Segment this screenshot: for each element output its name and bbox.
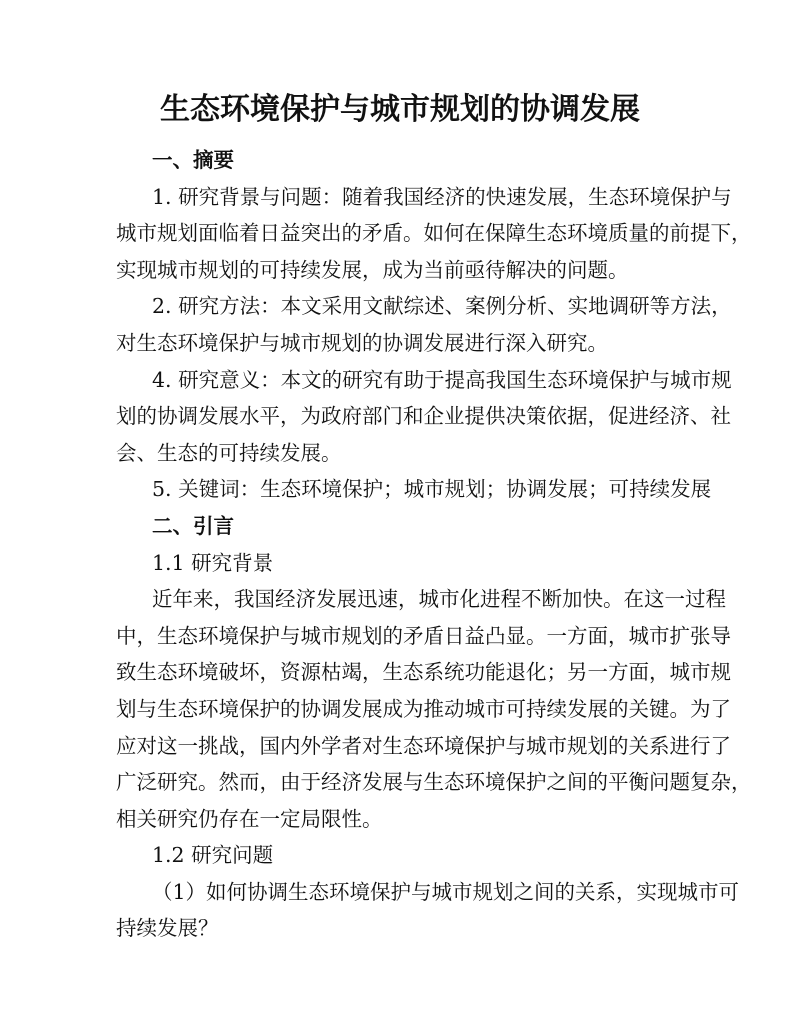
text-line: （1）如何协调生态环境保护与城市规划之间的关系，实现城市可 bbox=[152, 879, 740, 904]
text-line: 2. 研究方法：本文采用文献综述、案例分析、实地调研等方法， bbox=[152, 294, 732, 319]
text-line: 5. 关键词：生态环境保护；城市规划；协调发展；可持续发展 bbox=[152, 477, 712, 502]
section-heading: 一、摘要 bbox=[152, 148, 234, 172]
document-title: 生态环境保护与城市规划的协调发展 bbox=[160, 92, 640, 127]
text-line: 划的协调发展水平，为政府部门和企业提供决策依据，促进经济、社 bbox=[116, 404, 731, 429]
text-line: 致生态环境破坏，资源枯竭，生态系统功能退化；另一方面，城市规 bbox=[116, 660, 731, 685]
document-body bbox=[116, 142, 752, 947]
text-line: 1.1 研究背景 bbox=[152, 550, 274, 575]
text-line: 会、生态的可持续发展。 bbox=[116, 440, 342, 465]
text-line: 1.2 研究问题 bbox=[152, 843, 274, 868]
text-line: 中，生态环境保护与城市规划的矛盾日益凸显。一方面，城市扩张导 bbox=[116, 623, 731, 648]
text-line: 应对这一挑战，国内外学者对生态环境保护与城市规划的关系进行了 bbox=[116, 733, 731, 758]
text-line: 近年来，我国经济发展迅速，城市化进程不断加快。在这一过程 bbox=[152, 587, 726, 612]
text-line: 广泛研究。然而，由于经济发展与生态环境保护之间的平衡问题复杂， bbox=[116, 770, 752, 795]
text-line: 实现城市规划的可持续发展，成为当前亟待解决的问题。 bbox=[116, 257, 629, 282]
text-line: 城市规划面临着日益突出的矛盾。如何在保障生态环境质量的前提下， bbox=[116, 221, 752, 246]
text-line: 1. 研究背景与问题：随着我国经济的快速发展，生态环境保护与 bbox=[152, 184, 732, 209]
text-line: 相关研究仍存在一定局限性。 bbox=[116, 806, 383, 831]
text-line: 4. 研究意义：本文的研究有助于提高我国生态环境保护与城市规 bbox=[152, 367, 732, 392]
section-heading: 二、引言 bbox=[152, 513, 234, 538]
text-line: 持续发展？ bbox=[116, 916, 219, 941]
text-line: 对生态环境保护与城市规划的协调发展进行深入研究。 bbox=[116, 330, 608, 355]
text-line: 划与生态环境保护的协调发展成为推动城市可持续发展的关键。为了 bbox=[116, 696, 731, 721]
